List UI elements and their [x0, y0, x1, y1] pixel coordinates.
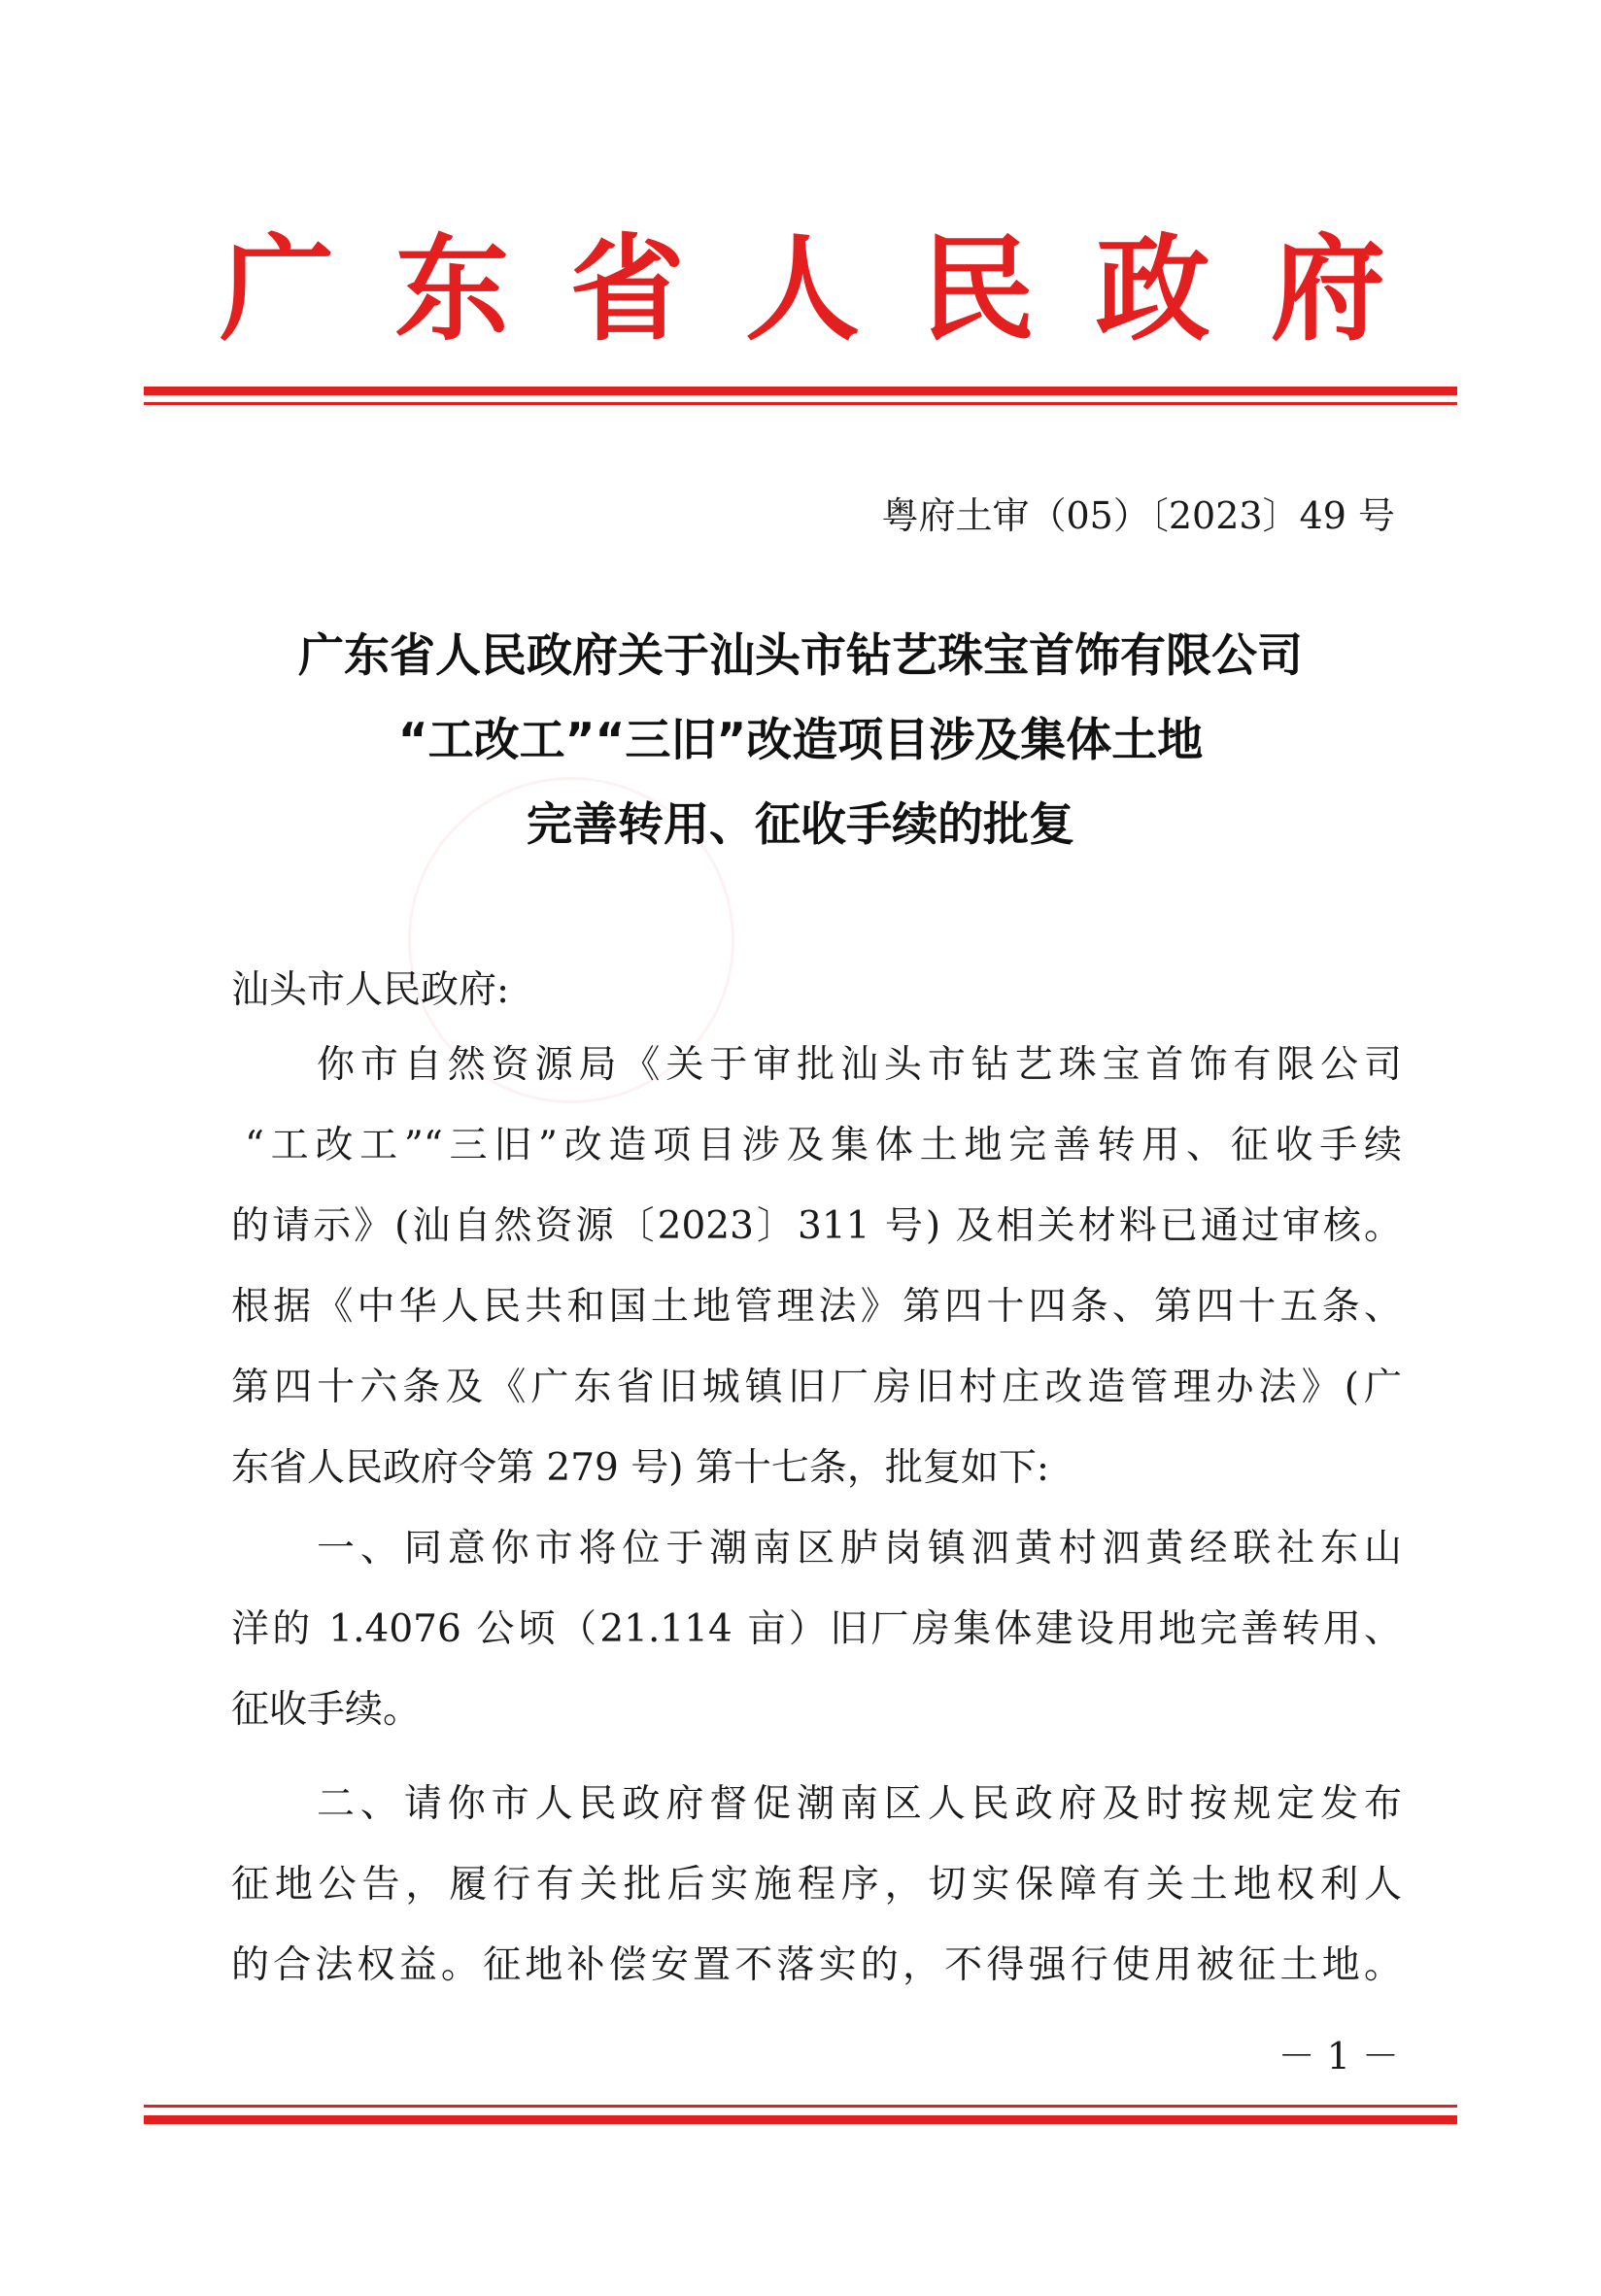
footer-divider-thin [144, 2105, 1457, 2108]
header-divider-thick [144, 387, 1457, 395]
masthead-char: 东 [394, 221, 510, 356]
item-line: 征地公告，履行有关批后实施程序，切实保障有关土地权利人 [231, 1863, 1402, 1907]
document-number: 粤府土审（05）〔2023〕49 号 [881, 494, 1395, 537]
masthead-char: 省 [569, 221, 685, 356]
page-number: － 1 － [1277, 2035, 1399, 2077]
paragraph-line: 的请示》(汕自然资源〔2023〕311 号) 及相关材料已通过审核。 [231, 1204, 1402, 1248]
item-line: 征收手续。 [231, 1688, 422, 1732]
masthead-char: 政 [1095, 221, 1210, 356]
footer-divider-thick [144, 2115, 1457, 2124]
masthead-char: 府 [1270, 221, 1385, 356]
document-title [155, 614, 1446, 867]
masthead-char: 民 [920, 221, 1036, 356]
title-line: “工改工”“三旧”改造项目涉及集体土地 [397, 714, 1204, 767]
item-line: 一、同意你市将位于潮南区胪岗镇泗黄村泗黄经联社东山 [317, 1527, 1402, 1570]
item-line: 二、请你市人民政府督促潮南区人民政府及时按规定发布 [317, 1782, 1402, 1826]
paragraph-line: 根据《中华人民共和国土地管理法》第四十四条、第四十五条、 [231, 1285, 1402, 1329]
paragraph-line: 你市自然资源局《关于审批汕头市钻艺珠宝首饰有限公司 [317, 1043, 1402, 1087]
masthead-char: 人 [744, 221, 860, 356]
paragraph-line: “工改工”“三旧”改造项目涉及集体土地完善转用、征收手续 [245, 1124, 1402, 1167]
title-line: 广东省人民政府关于汕头市钻艺珠宝首饰有限公司 [298, 629, 1303, 683]
item-line: 的合法权益。征地补偿安置不落实的，不得强行使用被征土地。 [231, 1943, 1402, 1987]
paragraph-line: 东省人民政府令第 279 号) 第十七条，批复如下: [231, 1446, 1049, 1490]
masthead-title [220, 221, 1385, 357]
item-line: 洋的 1.4076 公顷（21.114 亩）旧厂房集体建设用地完善转用、 [231, 1607, 1402, 1651]
header-divider-thin [144, 402, 1457, 405]
addressee: 汕头市人民政府: [231, 968, 510, 1012]
paragraph-line: 第四十六条及《广东省旧城镇旧厂房旧村庄改造管理办法》(广 [231, 1366, 1402, 1409]
masthead-char: 广 [220, 221, 335, 356]
title-line: 完善转用、征收手续的批复 [527, 798, 1074, 852]
